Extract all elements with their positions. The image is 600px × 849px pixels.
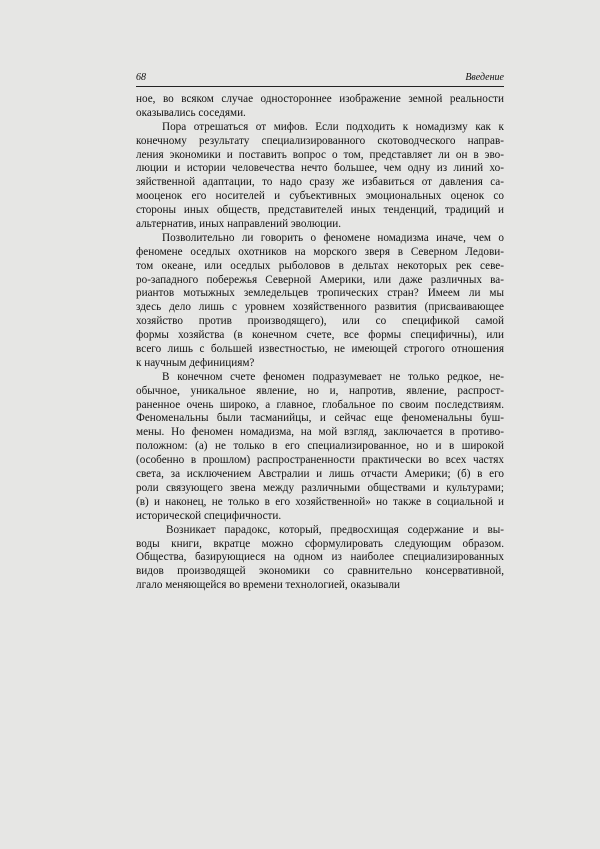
text-line: Феноменальны были тасманийцы, и сейчас еще феноменальны буш- — [136, 412, 504, 425]
running-header — [136, 72, 504, 87]
text-line: воды книги, вкратце можно сформулировать следующим образом. — [136, 537, 504, 550]
text-line: роли связующего звена между различными обществами и культурами; — [136, 481, 504, 494]
text-line: феномене оседлых охотников на морского зверя в Северном Ледови- — [136, 245, 504, 258]
text-line: (в) и наконец, не только в его хозяйственной» но также в социальной и — [136, 495, 504, 508]
page-number: 68 — [136, 72, 146, 83]
text-line: света, за исключением Австралии и лишь отчасти Америки; (б) в его — [136, 468, 504, 481]
text-line: мооценок его носителей и субъективных эмоциональных оценок со — [136, 190, 504, 203]
text-line: риантов мотыжных земледельцев тропических стран? Имеем ли мы — [136, 287, 504, 300]
text-line: оказывались соседями. — [136, 106, 246, 119]
text-line: здесь дело лишь с уровнем хозяйственного развития (присваивающее — [136, 301, 504, 314]
text-line: обычное, уникальное явление, но и, напротив, явление, распрост- — [136, 384, 504, 397]
text-line: ное, во всяком случае одностороннее изображение земной реальности — [136, 93, 504, 105]
paragraph — [136, 121, 504, 232]
text-line: том океане, или оседлых рыболовов в дельтах некоторых рек севе- — [136, 259, 504, 272]
text-line: В конечном счете феномен подразумевает не только редкое, не- — [162, 370, 504, 383]
text-line: конечному результату специализированного скотоводческого направ- — [136, 134, 504, 147]
paragraph — [136, 371, 504, 524]
text-line: люции и истории человечества нечто большее, чем одну из линий хо- — [136, 162, 504, 175]
text-line: хозяйство против производящего), или со спецификой самой — [136, 315, 504, 328]
text-line: стороны иных обществ, представителей иных тенденций, традиций и — [136, 204, 504, 217]
paragraph — [136, 93, 504, 121]
text-line: исторической специфичности. — [136, 509, 282, 522]
text-line: формы хозяйства (в конечном счете, все формы специфичны), или — [136, 329, 504, 342]
text-line: раненное очень широко, а главное, глобальное по своим последствиям. — [136, 398, 504, 411]
text-line: всего лишь с большей известностью, не имеющей строгого отношения — [136, 343, 504, 356]
text-line: (особенно в прошлом) распространенности практически во всех частях — [136, 454, 504, 467]
text-line: мены. Но феномен номадизма, на мой взгляд, заключается в противо- — [136, 426, 504, 439]
paragraph — [136, 232, 504, 371]
text-line: ления экономики и поставить вопрос о том, представляет ли он в эво- — [136, 148, 504, 161]
paragraph — [136, 524, 504, 593]
text-line: лгало меняющейся во времени технологией, оказывали — [136, 579, 401, 592]
text-line: Позволительно ли говорить о феномене номадизма иначе, чем о — [162, 231, 504, 244]
text-line: к научным дефинициям? — [136, 356, 255, 369]
text-line: Возникает парадокс, который, предвосхищая содержание и вы- — [166, 523, 504, 536]
section-title: Введение — [465, 72, 504, 83]
text-line: альтернатив, иных направлений эволюции. — [136, 218, 342, 231]
text-line: видов производящей экономики со сравнительно консервативной, — [136, 565, 504, 578]
text-line: Пора отрешаться от мифов. Если подходить к номадизму как к — [162, 120, 504, 133]
text-line: Общества, базирующиеся на одном из наиболее специализированных — [136, 551, 504, 564]
body-text — [136, 93, 504, 593]
text-line: ро-западного побережья Северной Америки, или даже различных ва- — [136, 273, 504, 286]
text-line: зяйственной адаптации, то надо сразу же избавиться от давления са- — [136, 176, 504, 189]
text-line: положном: (а) не только в его специализированное, но и в широкой — [136, 440, 504, 453]
